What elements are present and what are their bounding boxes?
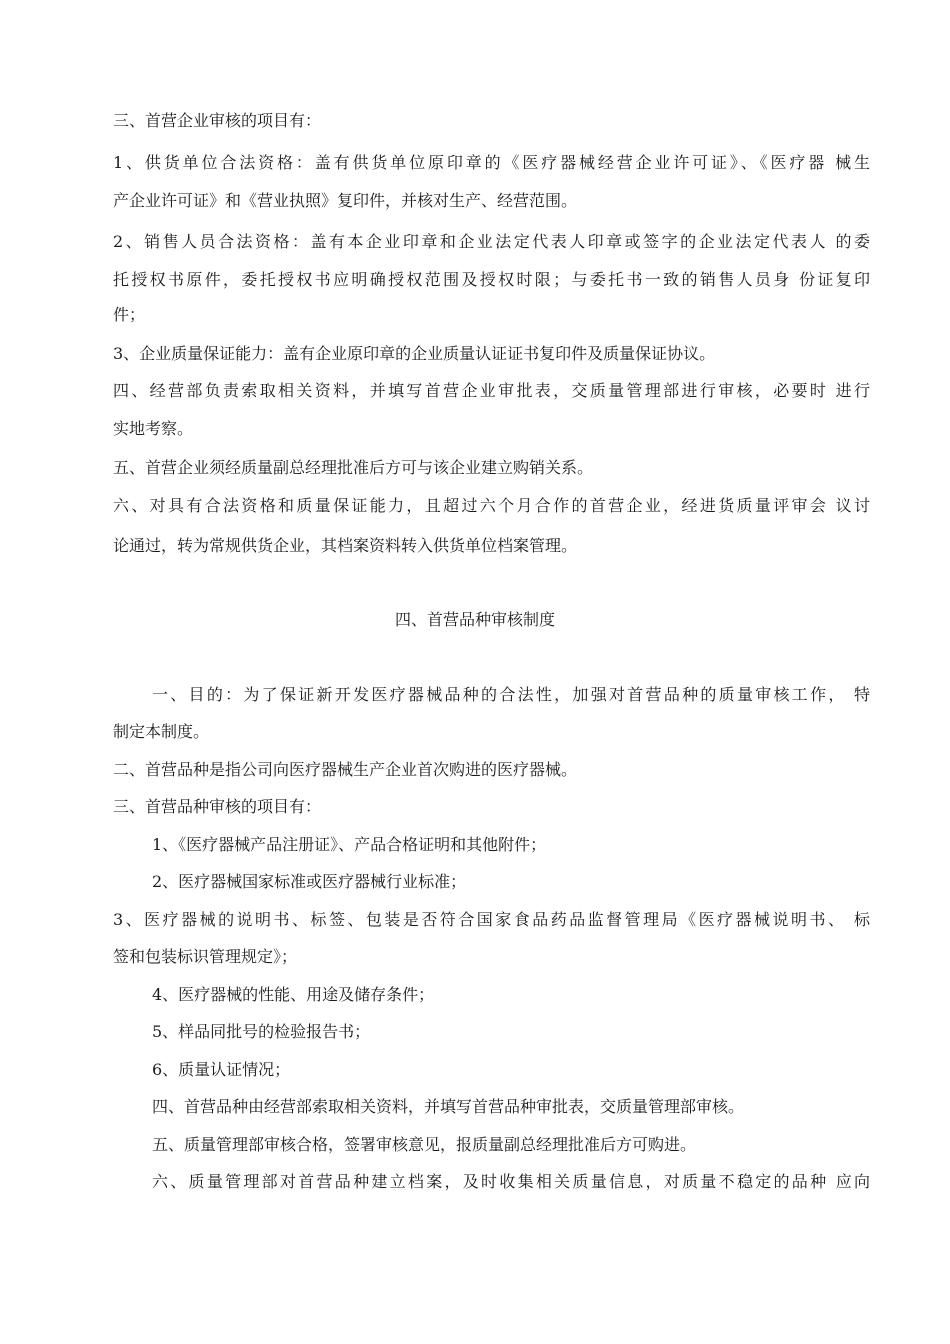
list-item: 1、《医疗器械产品注册证》、产品合格证明和其他附件； xyxy=(152,835,547,854)
paragraph-line: 三、首营品种审核的项目有： xyxy=(113,797,322,816)
paragraph-line: 1、供货单位合法资格：盖有供货单位原印章的《医疗器械经营企业许可证》、《医疗器 械生 xyxy=(113,153,870,172)
paragraph-line: 二、首营品种是指公司向医疗器械生产企业首次购进的医疗器械。 xyxy=(113,760,578,779)
paragraph-line: 实地考察。 xyxy=(113,419,194,438)
paragraph-line: 四、首营品种由经营部索取相关资料，并填写首营品种审批表，交质量管理部审核。 xyxy=(152,1097,745,1116)
paragraph-line: 论通过，转为常规供货企业，其档案资料转入供货单位档案管理。 xyxy=(113,536,578,555)
list-item: 4、医疗器械的性能、用途及储存条件； xyxy=(152,985,435,1004)
section-heading: 三、首营企业审核的项目有： xyxy=(113,111,322,130)
paragraph-line: 五、首营企业须经质量副总经理批准后方可与该企业建立购销关系。 xyxy=(113,458,594,477)
chapter-title: 四、首营品种审核制度 xyxy=(394,610,555,629)
paragraph-line: 制定本制度。 xyxy=(113,722,210,741)
paragraph-line: 六、质量管理部对首营品种建立档案，及时收集相关质量信息，对质量不稳定的品种 应向 xyxy=(152,1172,870,1191)
paragraph-line: 签和包装标识管理规定》； xyxy=(113,947,298,966)
paragraph-line: 四、经营部负责索取相关资料，并填写首营企业审批表，交质量管理部进行审核，必要时 进行 xyxy=(113,381,870,400)
paragraph-line: 托授权书原件，委托授权书应明确授权范围及授权时限；与委托书一致的销售人员身 份证复印 xyxy=(113,270,870,289)
paragraph-line: 六、对具有合法资格和质量保证能力，且超过六个月合作的首营企业，经进货质量评审会 议讨 xyxy=(113,496,870,515)
paragraph-line: 产企业许可证》和《营业执照》复印件，并核对生产、经营范围。 xyxy=(113,191,578,210)
paragraph-line: 一、目的：为了保证新开发医疗器械品种的合法性，加强对首营品种的质量审核工作， 特 xyxy=(152,685,870,704)
paragraph-line: 五、质量管理部审核合格，签署审核意见，报质量副总经理批准后方可购进。 xyxy=(152,1135,697,1154)
paragraph-line: 件； xyxy=(113,305,146,324)
list-item: 3、医疗器械的说明书、标签、包装是否符合国家食品药品监督管理局《医疗器械说明书、 标 xyxy=(113,910,870,929)
list-item: 6、质量认证情况； xyxy=(152,1060,291,1079)
list-item: 2、医疗器械国家标准或医疗器械行业标准； xyxy=(152,872,467,891)
paragraph-line: 2、销售人员合法资格：盖有本企业印章和企业法定代表人印章或签字的企业法定代表人 的委 xyxy=(113,232,870,251)
list-item: 5、样品同批号的检验报告书； xyxy=(152,1022,371,1041)
paragraph-line: 3、企业质量保证能力：盖有企业原印章的企业质量认证证书复印件及质量保证协议。 xyxy=(113,344,716,363)
